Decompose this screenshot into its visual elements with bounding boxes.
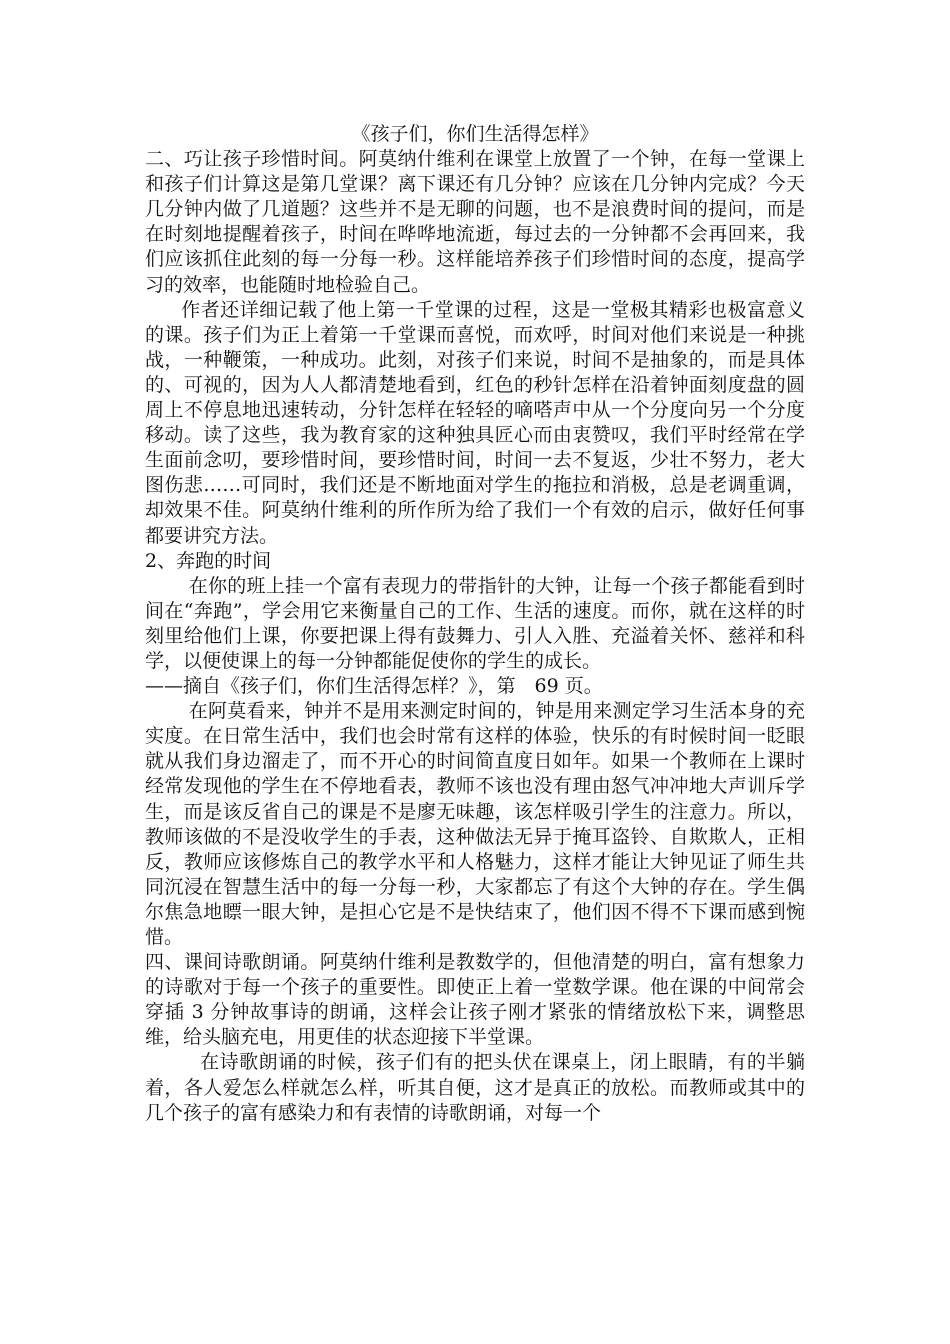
paragraph-poetry-relax: 在诗歌朗诵的时候，孩子们有的把头伏在课桌上，闭上眼睛，有的半躺着，各人爱怎么样就怎么样，听其自便，这才是真正的放松。而教师或其中的几个孩子的富有感染力和有表情的诗歌朗诵，对每一个: [145, 1051, 805, 1124]
section-heading-running-time: 2、奔跑的时间: [145, 549, 272, 572]
document-title: 《孩子们，你们生活得怎样》: [351, 123, 599, 145]
document-page: [145, 122, 805, 1126]
quote-source: ——摘自《孩子们，你们生活得怎样？》，第 69 页。: [145, 675, 603, 698]
quote-paragraph: 在你的班上挂一个富有表现力的带指针的大钟，让每一个孩子都能看到时间在“奔跑”，学会用它来衡量自己的工作、生活的速度。而你，就在这样的时刻里给他们上课，你要把课上得有鼓舞力、引人入胜、充溢着关怀、慈祥和科学，以便使课上的每一分钟都能促使你的学生的成长。: [145, 574, 805, 672]
paragraph-poetry-recital: 四、课间诗歌朗诵。阿莫纳什维利是教数学的，但他清楚的明白，富有想象力的诗歌对于每一个孩子的重要性。即使正上着一堂数学课。他在课的中间常会穿插 3 分钟故事诗的朗诵，这样会让孩子刚才紧张的情绪放松下来，调整思维，给头脑充电，用更佳的状态迎接下半堂课。: [145, 951, 805, 1049]
paragraph-clock-meaning: 在阿莫看来，钟并不是用来测定时间的，钟是用来测定学习生活本身的充实度。在日常生活中，我们也会时常有这样的体验，快乐的有时候时间一眨眼就从我们身边溜走了，而不开心的时间简直度日如年。如果一个教师在上课时经常发现他的学生在不停地看表，教师不该也没有理由怒气冲冲地大声训斥学生，而是该反省自己的课是不是廖无味趣，该怎样吸引学生的注意力。所以，教师该做的不是没收学生的手表，这种做法无异于掩耳盗铃、自欺欺人，正相反，教师应该修炼自己的教学水平和人格魅力，这样才能让大钟见证了师生共同沉浸在智慧生活中的每一分每一秒，大家都忘了有这个大钟的存在。学生偶尔焦急地瞟一眼大钟，是担心它是不是快结束了，他们因不得不下课而感到惋惜。: [145, 700, 805, 948]
paragraph-time-cherish: 二、巧让孩子珍惜时间。阿莫纳什维利在课堂上放置了一个钟，在每一堂课上和孩子们计算这是第几堂课？离下课还有几分钟？应该在几分钟内完成？今天几分钟内做了几道题？这些并不是无聊的问题，也不是浪费时间的提问，而是在时刻地提醒着孩子，时间在哗哗地流逝，每过去的一分钟都不会再回来，我们应该抓住此刻的每一分每一秒。这样能培养孩子们珍惜时间的态度，提高学习的效率，也能随时地检验自己。: [145, 148, 805, 296]
paragraph-thousandth-lesson: 作者还详细记载了他上第一千堂课的过程，这是一堂极其精彩也极富意义的课。孩子们为正上着第一千堂课而喜悦，而欢呼，时间对他们来说是一种挑战，一种鞭策，一种成功。此刻，对孩子们来说，时间不是抽象的，而是具体的、可视的，因为人人都清楚地看到，红色的秒针怎样在沿着钟面刻度盘的圆周上不停息地迅速转动，分针怎样在轻轻的嘀嗒声中从一个分度向另一个分度移动。读了这些，我为教育家的这种独具匠心而由衷赞叹，我们平时经常在学生面前念叨，要珍惜时间，要珍惜时间，时间一去不复返，少壮不努力，老大图伤悲……可同时，我们还是不断地面对学生的拖拉和消极，总是老调重调，却效果不佳。阿莫纳什维利的所作所为给了我们一个有效的启示，做好任何事都要讲究方法。: [145, 298, 805, 547]
